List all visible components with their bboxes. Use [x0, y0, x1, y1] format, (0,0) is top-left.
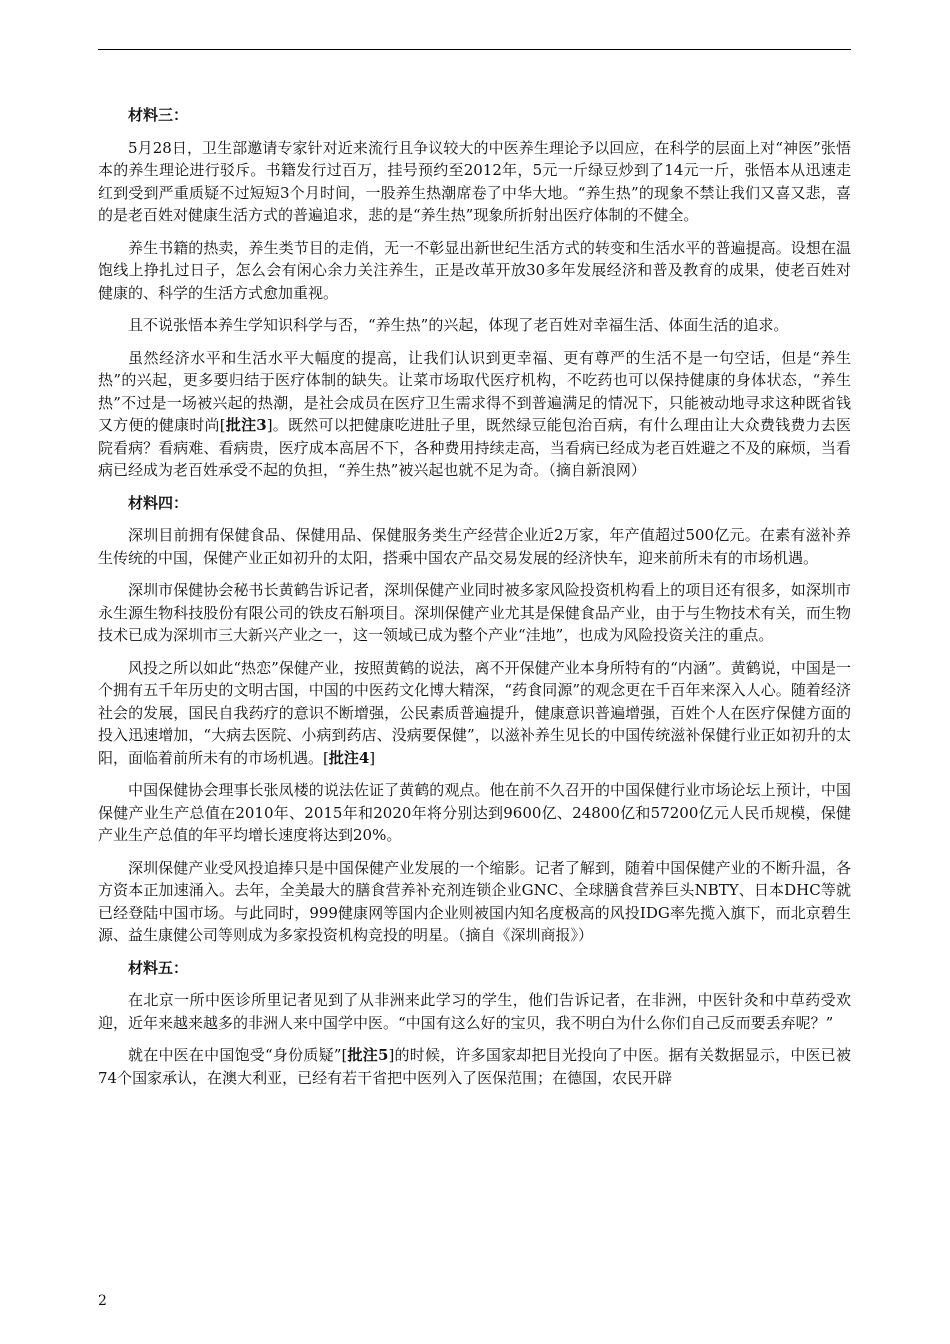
annotation-marker-4: 批注4 — [328, 748, 370, 767]
paragraph: 且不说张悟本养生学知识科学与否，“养生热”的兴起，体现了老百姓对幸福生活、体面生活的追求。 — [128, 316, 789, 334]
paragraph: 养生书籍的热卖，养生类节目的走俏，无一不彰显出新世纪生活方式的转变和生活水平的普遍提高。设想在温饱线上挣扎过日子，怎么会有闲心余力关注养生，正是改革开放30多年发展经济和普及教育的成果，使老百姓对健康的、科学的生活方式愈加重视。 — [98, 238, 851, 302]
paragraph: 5月28日，卫生部邀请专家针对近来流行且争议较大的中医养生理论予以回应，在科学的层面上对“神医”张悟本的养生理论进行驳斥。书籍发行过百万，挂号预约至2012年，5元一斤绿豆炒到了14元一斤，张悟本从迅速走红到受到严重质疑不过短短3个月时间，一股养生热潮席卷了中华大地。“养生热”的现象不禁让我们又喜又悲，喜的是老百姓对健康生活方式的普遍追求，悲的是“养生热”现象所折射出医疗体制的不健全。 — [98, 138, 851, 224]
paragraph-text: 虽然经济水平和生活水平大幅度的提高，让我们认识到更幸福、更有尊严的生活不是一句空话，但是“养生热”的兴起，更多要归结于医疗体制的缺失。让菜市场取代医疗机构，不吃药也可以保持健康的身体状态，“养生热”不过是一场被兴起的热潮，是社会成员在医疗卫生需求得不到普遍满足的情况下，只能被动地寻求这种既省钱又方便的健康时尚[ — [98, 348, 851, 434]
paragraph: 深圳市保健协会秘书长黄鹤告诉记者，深圳保健产业同时被多家风险投资机构看上的项目还有很多，如深圳市永生源生物科技股份有限公司的铁皮石斛项目。深圳保健产业尤其是保健食品产业，由于与生物技术有关，而生物技术已成为深圳市三大新兴产业之一，这一领域已成为整个产业“洼地”，也成为风险投资关注的重点。 — [98, 581, 851, 644]
paragraph-text: ] — [369, 748, 376, 767]
page-number: 2 — [98, 1293, 107, 1309]
header-rule — [98, 49, 851, 50]
paragraph: 深圳保健产业受风投追捧只是中国保健产业发展的一个缩影。记者了解到，随着中国保健产业的不断升温，各方资本正加速涌入。去年，全美最大的膳食营养补充剂连锁企业GNC、全球膳食营养巨头NBTY、日本DHC等就已经登陆中国市场。与此同时，999健康网等国内企业则被国内知名度极高的风投IDG率先揽入旗下，而北京碧生源、益生康健公司等则成为多家投资机构竞投的明星。（摘自《深圳商报》） — [98, 858, 851, 944]
paragraph-with-annotation — [98, 657, 851, 770]
paragraph: 在北京一所中医诊所里记者见到了从非洲来此学习的学生，他们告诉记者，在非洲，中医针灸和中草药受欢迎，近年来越来越多的非洲人来中国学中医。“中国有这么好的宝贝，我不明白为什么你们自己反而要丢弃呢？” — [98, 991, 851, 1032]
section-heading-5: 材料五： — [128, 958, 189, 977]
document-body — [98, 104, 851, 1089]
paragraph-text: ]。既然可以把健康吃进肚子里，既然绿豆能包治百病，有什么理由让大众费钱费力去医院看病？看病难、看病贵，医疗成本高居不下，各种费用持续走高，当看病已经成为老百姓避之不及的麻烦，当看病已经成为老百姓承受不起的负担，“养生热”被兴起也就不足为奇。（摘自新浪网） — [98, 416, 851, 479]
paragraph-with-annotation — [98, 347, 851, 482]
paragraph-text: 风投之所以如此“热恋”保健产业，按照黄鹤的说法，离不开保健产业本身所特有的“内涵”。黄鹤说，中国是一个拥有五千年历史的文明古国，中国的中医药文化博大精深，“药食同源”的观念更在千百年来深入人心。随着经济社会的发展，国民自我药疗的意识不断增强，公民素质普遍提升，健康意识普遍增强，百姓个人在医疗保健方面的投入迅速增加，“大病去医院、小病到药店、没病要保健”，以滋补养生见长的中国传统滋补保健行业正如初升的太阳，面临着前所未有的市场机遇。[ — [98, 658, 851, 767]
paragraph-with-annotation — [98, 1044, 851, 1089]
annotation-marker-5: 批注5 — [347, 1046, 389, 1064]
paragraph: 中国保健协会理事长张凤楼的说法佐证了黄鹤的观点。他在前不久召开的中国保健行业市场论坛上预计，中国保健产业生产总值在2010年、2015年和2020年将分别达到9600亿、24800亿和57200亿元人民币规模，保健产业生产总值的年平均增长速度将达到20%。 — [98, 781, 851, 844]
paragraph-text: 就在中医在中国饱受“身份质疑”[ — [128, 1046, 348, 1064]
annotation-marker-3: 批注3 — [225, 416, 267, 434]
paragraph: 深圳目前拥有保健食品、保健用品、保健服务类生产经营企业近2万家，年产值超过500亿元。在素有滋补养生传统的中国，保健产业正如初升的太阳，搭乘中国农产品交易发展的经济快车，迎来前所未有的市场机遇。 — [98, 526, 851, 567]
paragraph-text: ]的时候，许多国家却把目光投向了中医。据有关数据显示，中医已被74个国家承认，在澳大利亚，已经有若干省把中医列入了医保范围；在德国，农民开辟 — [98, 1046, 851, 1087]
section-heading-4: 材料四： — [128, 493, 189, 512]
section-heading-3: 材料三： — [128, 106, 189, 124]
